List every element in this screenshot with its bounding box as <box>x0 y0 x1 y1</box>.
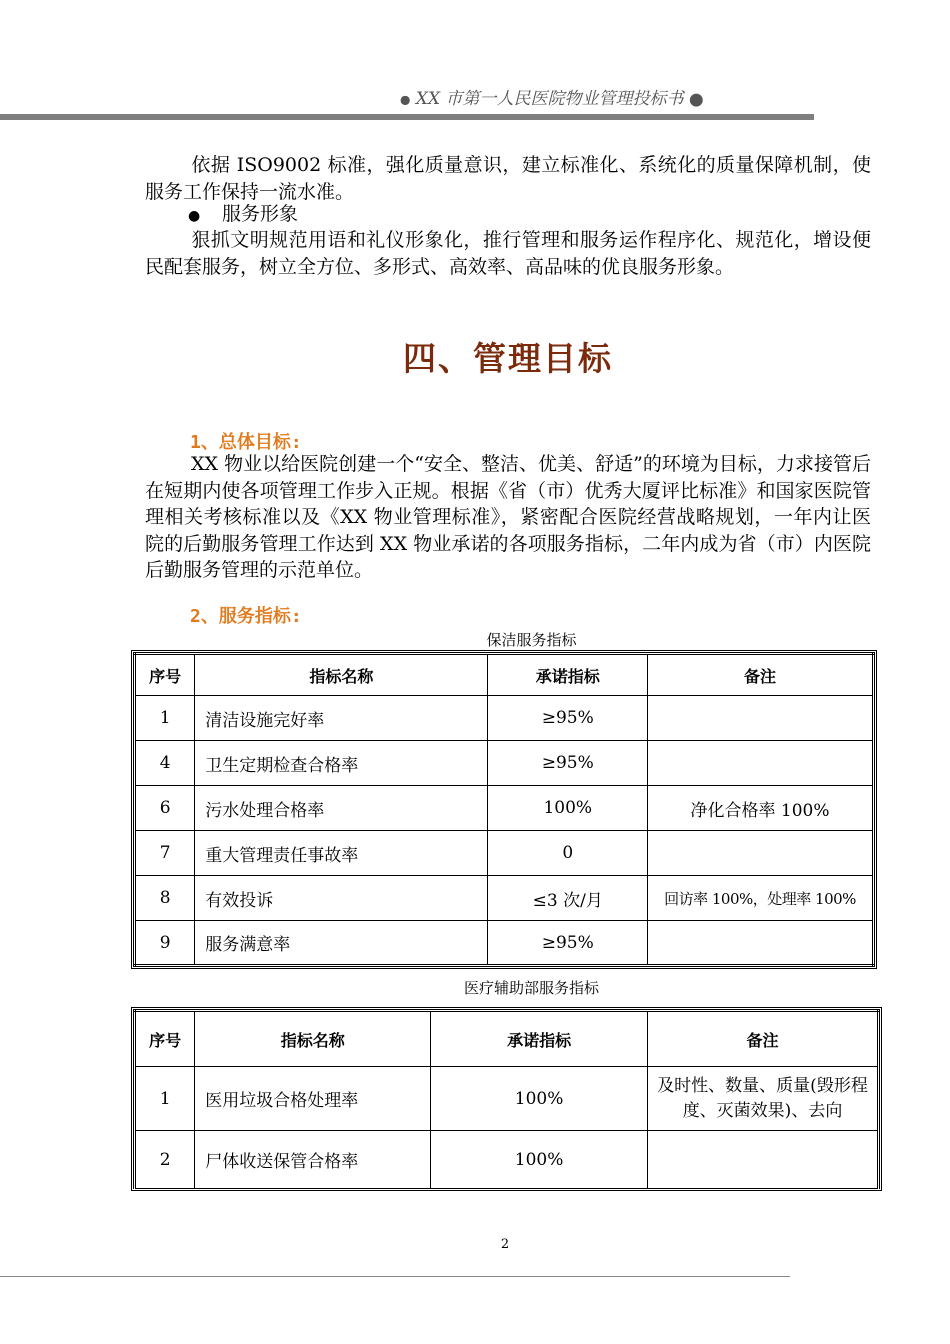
cell-name: 污水处理合格率 <box>195 786 488 831</box>
bullet-item-service-image <box>188 201 298 229</box>
cell-name: 清洁设施完好率 <box>195 696 488 741</box>
cell-target: 100% <box>431 1131 648 1189</box>
cell-note <box>648 1131 879 1189</box>
cell-no: 1 <box>135 1067 195 1131</box>
service-image-paragraph <box>145 227 871 280</box>
bullet-label: 服务形象 <box>222 203 299 225</box>
cell-name: 医用垃圾合格处理率 <box>195 1067 431 1131</box>
column-header-note: 备注 <box>648 1011 879 1067</box>
cell-name: 卫生定期检查合格率 <box>195 741 488 786</box>
cell-no: 1 <box>135 696 195 741</box>
cell-name: 有效投诉 <box>195 876 488 921</box>
table2-caption: 医疗辅助部服务指标 <box>463 979 599 997</box>
table-row <box>135 921 874 966</box>
column-header-no: 序号 <box>135 1011 195 1067</box>
service-image-paragraph-text: 狠抓文明规范用语和礼仪形象化，推行管理和服务运作程序化、规范化，增设便民配套服务，树立全方位、多形式、高效率、高品味的优良服务形象。 <box>145 229 871 278</box>
overall-goal-paragraph <box>145 451 871 584</box>
cell-target: 100% <box>488 786 648 831</box>
header-title: XX 市第一人民医院物业管理投标书 <box>415 89 684 109</box>
running-header <box>400 84 740 110</box>
column-header-target: 承诺指标 <box>431 1011 648 1067</box>
cell-no: 2 <box>135 1131 195 1189</box>
cell-note: 净化合格率 100% <box>648 786 874 831</box>
table-header-row <box>135 1011 879 1067</box>
cell-name: 服务满意率 <box>195 921 488 966</box>
cell-target: 0 <box>488 831 648 876</box>
cell-name: 尸体收送保管合格率 <box>195 1131 431 1189</box>
table-row <box>135 831 874 876</box>
cell-name: 重大管理责任事故率 <box>195 831 488 876</box>
table-row <box>135 696 874 741</box>
table-row <box>135 1131 879 1189</box>
cell-no: 9 <box>135 921 195 966</box>
cell-target: ≥95% <box>488 741 648 786</box>
column-header-name: 指标名称 <box>195 654 488 696</box>
column-header-target: 承诺指标 <box>488 654 648 696</box>
cell-no: 4 <box>135 741 195 786</box>
table-row <box>135 741 874 786</box>
bullet-icon: ● <box>188 208 201 224</box>
table-row <box>135 786 874 831</box>
cell-target: ≥95% <box>488 696 648 741</box>
cell-no: 7 <box>135 831 195 876</box>
header-rule <box>0 114 814 120</box>
table-header-row <box>135 654 874 696</box>
bullet-dot-icon: ● <box>688 89 704 110</box>
column-header-no: 序号 <box>135 654 195 696</box>
cleaning-indicators-table <box>133 652 875 967</box>
cell-note <box>648 831 874 876</box>
overall-goal-heading: 1、总体目标: <box>190 432 302 453</box>
overall-goal-text: XX 物业以给医院创建一个“安全、整洁、优美、舒适”的环境为目标，力求接管后在短期内使各项管理工作步入正规。根据《省（市）优秀大厦评比标准》和国家医院管理相关考核标准以及《XX 物业管理标准》，紧密配合医院经营战略规划，一年内让医院的后勤服务管理工作达到 XX 物业承诺的各项服务指标，二年内成为省（市）内医院后勤服务管理的示范单位。 <box>145 453 871 581</box>
medical-support-indicators-table <box>133 1009 880 1189</box>
cell-target: ≤3 次/月 <box>488 876 648 921</box>
cell-target: 100% <box>431 1067 648 1131</box>
column-header-note: 备注 <box>648 654 874 696</box>
cell-no: 8 <box>135 876 195 921</box>
column-header-name: 指标名称 <box>195 1011 431 1067</box>
cell-note <box>648 921 874 966</box>
cell-note <box>648 741 874 786</box>
cell-target: ≥95% <box>488 921 648 966</box>
footer-rule <box>0 1276 790 1277</box>
cell-note: 及时性、数量、质量(毁形程度、灭菌效果)、去向 <box>648 1067 879 1131</box>
cell-note <box>648 696 874 741</box>
section-title: 四、管理目标 <box>403 339 613 378</box>
cell-no: 6 <box>135 786 195 831</box>
table-row <box>135 876 874 921</box>
service-indicators-heading: 2、服务指标: <box>190 606 302 627</box>
table-row <box>135 1067 879 1131</box>
table1-caption: 保洁服务指标 <box>486 631 577 649</box>
cell-note: 回访率 100%，处理率 100% <box>648 876 874 921</box>
bullet-dot-icon: ● <box>400 92 411 107</box>
quality-paragraph <box>145 152 871 205</box>
quality-paragraph-text: 依据 ISO9002 标准，强化质量意识，建立标准化、系统化的质量保障机制，使服务工作保持一流水准。 <box>145 154 871 203</box>
page-number: 2 <box>500 1237 510 1252</box>
